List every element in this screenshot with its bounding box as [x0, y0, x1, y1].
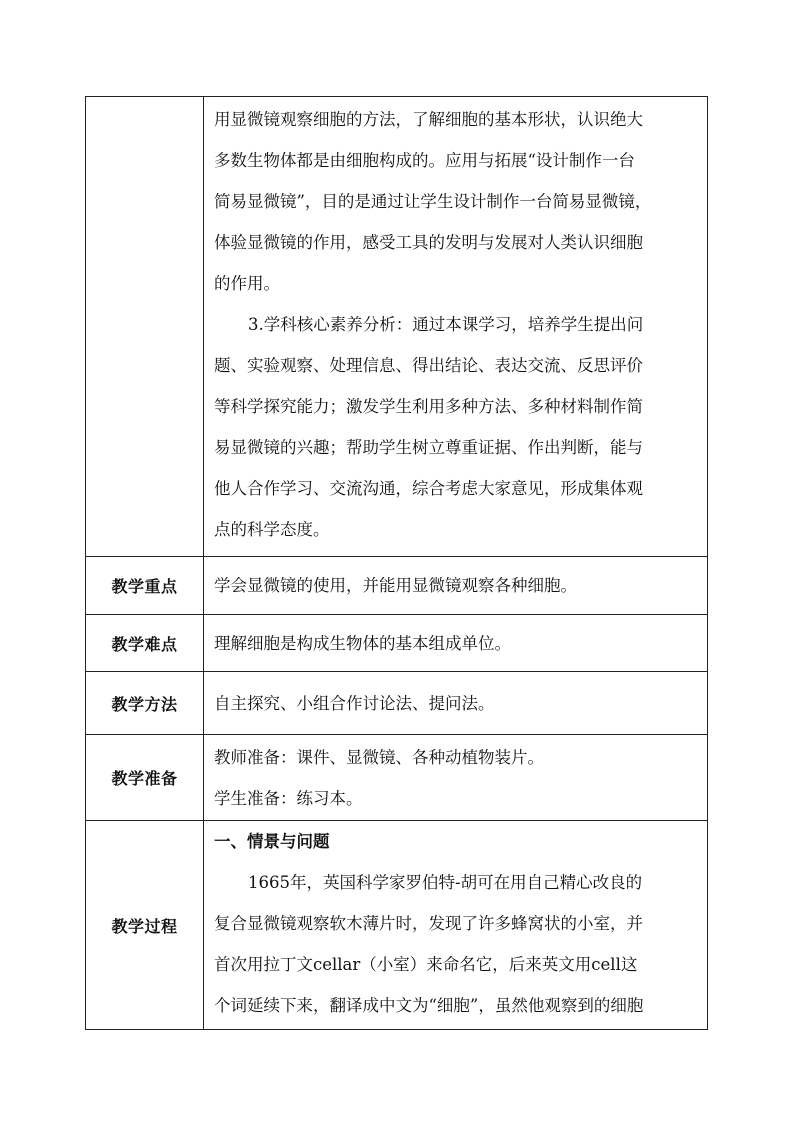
- table-row: [86, 97, 708, 557]
- core-literacy-line: 等科学探究能力；激发学生利用多种方法、多种材料制作简: [214, 397, 643, 416]
- table-row: [86, 735, 708, 821]
- table-row: [86, 821, 708, 1030]
- table-row: [86, 557, 708, 615]
- section-heading: 一、情景与问题: [214, 832, 330, 851]
- intro-line: 简易显微镜”，目的是通过让学生设计制作一台简易显微镜，: [214, 192, 652, 211]
- intro-content-cell: [204, 97, 708, 557]
- process-line: 首次用拉丁文cellar（小室）来命名它，后来英文用cell这: [214, 955, 638, 974]
- intro-line: 用显微镜观察细胞的方法，了解细胞的基本形状，认识绝大: [214, 110, 643, 129]
- core-literacy-line: 易显微镜的兴趣；帮助学生树立尊重证据、作出判断，能与: [214, 438, 643, 457]
- preparation-label: 教学准备: [86, 735, 204, 821]
- core-literacy-line: 题、实验观察、处理信息、得出结论、表达交流、反思评价: [214, 356, 643, 375]
- teacher-preparation-line: 教师准备：课件、显微镜、各种动植物装片。: [214, 747, 544, 767]
- key-points-label: 教学重点: [86, 557, 204, 615]
- core-literacy-line: 3.学科核心素养分析：通过本课学习，培养学生提出问: [248, 315, 644, 334]
- table-row: [86, 672, 708, 735]
- core-literacy-line: 点的科学态度。: [214, 520, 330, 539]
- intro-line: 多数生物体都是由细胞构成的。应用与拓展“设计制作一台: [214, 151, 635, 170]
- table-row: [86, 615, 708, 672]
- methods-label: 教学方法: [86, 672, 204, 735]
- difficulties-text: [204, 615, 708, 672]
- empty-label-cell: [86, 97, 204, 557]
- methods-line: 自主探究、小组合作讨论法、提问法。: [214, 693, 495, 713]
- student-preparation-line: 学生准备：练习本。: [214, 788, 363, 808]
- preparation-text: [204, 735, 708, 821]
- process-content-cell: [204, 821, 708, 1030]
- process-line: 个词延续下来，翻译成中文为“细胞”，虽然他观察到的细胞: [214, 996, 644, 1015]
- difficulties-label: 教学难点: [86, 615, 204, 672]
- difficulties-line: 理解细胞是构成生物体的基本组成单位。: [214, 633, 511, 653]
- intro-line: 体验显微镜的作用，感受工具的发明与发展对人类认识细胞: [214, 233, 643, 252]
- process-label: 教学过程: [86, 821, 204, 1030]
- lesson-plan-table: [85, 96, 708, 1030]
- key-points-line: 学会显微镜的使用，并能用显微镜观察各种细胞。: [214, 576, 577, 595]
- methods-text: [204, 672, 708, 735]
- key-points-text: [204, 557, 708, 615]
- intro-line: 的作用。: [214, 274, 280, 293]
- core-literacy-line: 他人合作学习、交流沟通，综合考虑大家意见，形成集体观: [214, 479, 643, 498]
- process-line: 1665年，英国科学家罗伯特-胡可在用自己精心改良的: [248, 873, 643, 892]
- process-line: 复合显微镜观察软木薄片时，发现了许多蜂窝状的小室，并: [214, 914, 643, 933]
